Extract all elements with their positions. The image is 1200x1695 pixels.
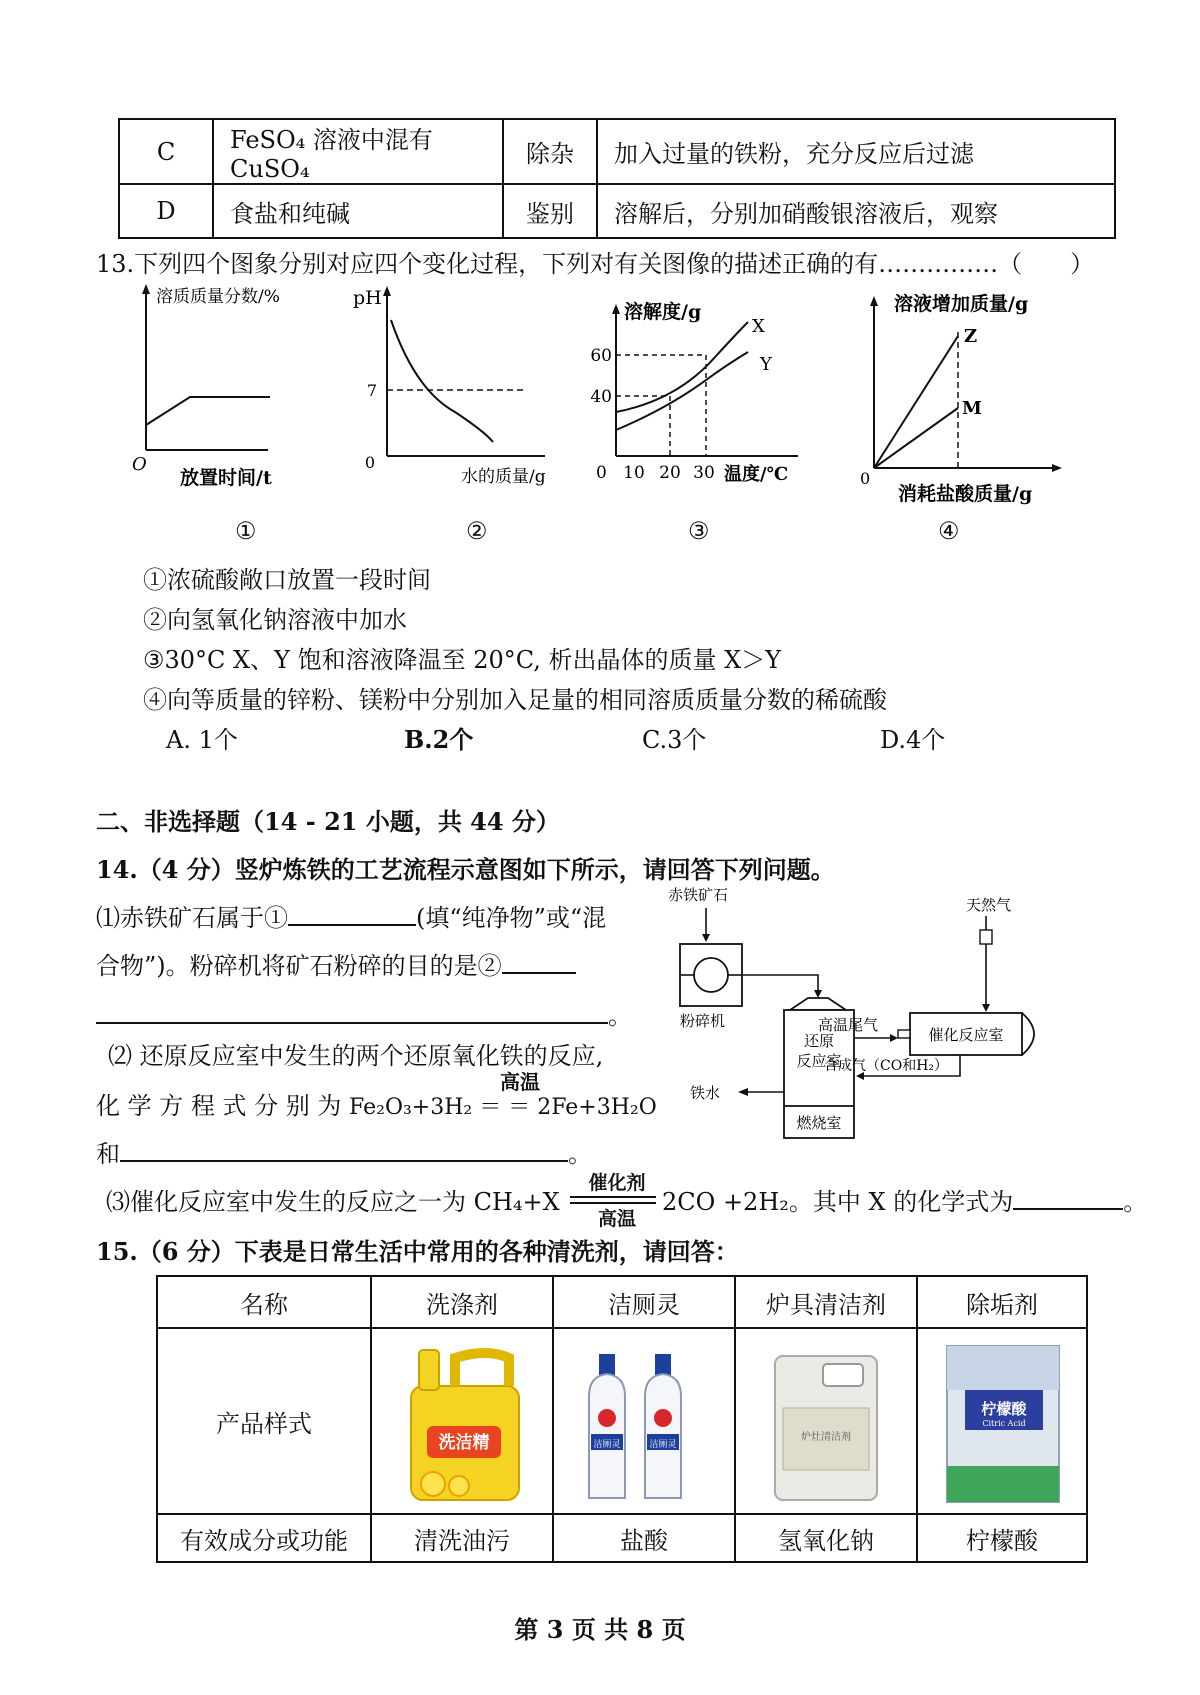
eq-arrow-line — [570, 1196, 656, 1198]
table-row — [119, 184, 1115, 238]
row-method: 加入过量的铁粉，充分反应后过滤 — [597, 119, 1115, 184]
table-row — [157, 1514, 1087, 1562]
iron-label: 铁水 — [690, 1084, 721, 1102]
q14-text: 和 — [96, 1140, 120, 1168]
q13-option: D.4个 — [880, 726, 946, 754]
ore-label: 赤铁矿石 — [668, 886, 729, 904]
crusher-label: 粉碎机 — [680, 1012, 726, 1030]
q14-part1-line3 — [96, 996, 632, 1031]
q14-equation: Fe₂O₃+3H₂ ＝ ＝ 2Fe+3H₂O — [349, 1095, 657, 1120]
q13-stem: 13.下列四个图象分别对应四个变化过程，下列对有关图像的描述正确的有……………（ ） — [96, 250, 1095, 278]
q14-part3-b — [662, 1182, 1147, 1217]
graph-1-origin: O — [132, 454, 147, 475]
header-cell: 炉具清洁剂 — [735, 1276, 917, 1328]
graph-3-xlabel: 温度/℃ — [724, 464, 789, 485]
q14-text: 合物”)。粉碎机将矿石粉碎的目的是② — [96, 952, 502, 980]
q14-text: (填“纯净物”或“混 — [416, 904, 607, 932]
graph-3-number: ③ — [688, 517, 710, 545]
cell-value: 柠檬酸 — [917, 1514, 1087, 1562]
graph-4-label-z: Z — [964, 326, 978, 347]
table-row — [157, 1328, 1087, 1514]
flow-diagram — [660, 880, 1130, 1150]
toilet-cleaner-image — [579, 1336, 709, 1506]
graph-2-number: ② — [466, 517, 488, 545]
reduction-label: 还原 — [803, 1032, 835, 1050]
syngas-label: 合成气（CO和H₂） — [824, 1058, 949, 1074]
q14-part2-line2 — [96, 1086, 657, 1121]
q14-text: 化 学 方 程 式 分 别 为 — [96, 1092, 342, 1120]
q13-option: B.2个 — [404, 725, 474, 754]
row-label: 有效成分或功能 — [157, 1514, 371, 1562]
q13-option: C.3个 — [642, 726, 707, 754]
graph-4-xlabel: 消耗盐酸质量/g — [898, 483, 1033, 505]
product-cell — [735, 1328, 917, 1514]
graph-1-xlabel: 放置时间/t — [180, 467, 272, 489]
row-label: 产品样式 — [157, 1328, 371, 1514]
graph-4 — [856, 288, 1076, 508]
q14-text: ⑶催化反应室中发生的反应之一为 CH₄+X — [106, 1188, 560, 1216]
graph-2 — [345, 282, 565, 502]
graph-3-ylabel: 溶解度/g — [624, 301, 702, 323]
answer-blank-3[interactable] — [120, 1160, 568, 1162]
graph-1-ylabel: 溶质质量分数/% — [156, 287, 280, 307]
catalytic-label: 催化反应室 — [928, 1026, 1004, 1044]
q14-cond-top: 催化剂 — [588, 1172, 646, 1194]
header-cell: 除垢剂 — [917, 1276, 1087, 1328]
graph-2-tick: 7 — [366, 381, 377, 400]
answer-blank-1[interactable] — [288, 924, 416, 926]
graph-3-tick: 10 — [623, 463, 645, 483]
row-purpose: 除杂 — [503, 119, 597, 184]
q14-cond-bottom: 高温 — [597, 1208, 636, 1230]
cell-value: 盐酸 — [553, 1514, 735, 1562]
graph-1-number: ① — [235, 517, 257, 545]
answer-blank-2-cont[interactable] — [96, 1022, 608, 1024]
graph-3-tick: 0 — [596, 463, 607, 483]
graph-1 — [118, 282, 288, 502]
graph-3-curve-y: Y — [760, 354, 772, 375]
q14-part3 — [106, 1182, 560, 1217]
graph-4-label-m: M — [962, 398, 982, 419]
q14-text: 。 — [1123, 1188, 1148, 1216]
exhaust-label: 高温尾气 — [818, 1016, 879, 1034]
reduction-label: 反应室 — [796, 1052, 842, 1070]
toilet-logo-text: 洁厕灵 — [593, 1440, 621, 1450]
table-row — [119, 119, 1115, 184]
page-footer: 第 3 页 共 8 页 — [514, 1615, 686, 1644]
product-cell — [553, 1328, 735, 1514]
header-cell: 名称 — [157, 1276, 371, 1328]
table-row — [157, 1276, 1087, 1328]
q15-stem — [96, 1232, 739, 1267]
answer-blank-4[interactable] — [1013, 1208, 1123, 1210]
row-letter: C — [119, 119, 213, 184]
cell-value: 清洗油污 — [371, 1514, 553, 1562]
q13-option: A. 1个 — [166, 726, 238, 754]
q14-part1-line2 — [96, 946, 576, 981]
q14-stem-text: 14.（4 分）竖炉炼铁的工艺流程示意图如下所示，请回答下列问题。 — [96, 855, 835, 884]
graph-3 — [588, 300, 808, 500]
graph-3-tick: 30 — [693, 463, 715, 483]
q14-text: 。 — [608, 1002, 632, 1030]
graph-3-tick: 20 — [659, 463, 681, 483]
graph-3-curve-x: X — [752, 316, 765, 337]
detergent-logo-text: 洗洁精 — [438, 1433, 490, 1453]
q13-statement: ③30°C X、Y 饱和溶液降温至 20°C, 析出晶体的质量 X＞Y — [143, 646, 782, 674]
combustion-label: 燃烧室 — [796, 1114, 842, 1132]
product-cell — [371, 1328, 553, 1514]
q14-part1-line1 — [96, 898, 606, 933]
q14-text: 。 — [568, 1140, 592, 1168]
row-subject: 食盐和纯碱 — [213, 184, 503, 238]
q14-part2-line3 — [96, 1134, 592, 1169]
detergent-bottle-image — [397, 1336, 527, 1506]
graph-2-xlabel: 水的质量/g — [461, 467, 546, 487]
row-subject: FeSO₄ 溶液中混有 CuSO₄ — [213, 119, 503, 184]
row-letter: D — [119, 184, 213, 238]
q14-eq-condition: 高温 — [500, 1070, 540, 1094]
q14-text: 2CO +2H₂。其中 X 的化学式为 — [662, 1188, 1014, 1216]
row-purpose: 鉴别 — [503, 184, 597, 238]
descaler-bag-image — [937, 1336, 1067, 1506]
q13-statement: ④向等质量的锌粉、镁粉中分别加入足量的相同溶质质量分数的稀硫酸 — [143, 686, 887, 714]
graph-3-tick: 60 — [590, 346, 612, 366]
q14-text: ⑵ 还原反应室中发生的两个还原氧化铁的反应, — [108, 1042, 604, 1070]
descaler-logo-text: 柠檬酸 — [981, 1400, 1027, 1418]
toilet-logo-text: 洁厕灵 — [649, 1440, 677, 1450]
q14-text: ⑴赤铁矿石属于① — [96, 904, 288, 932]
stove-cleaner-image — [761, 1336, 891, 1506]
gas-label: 天然气 — [966, 896, 1012, 914]
graph-2-origin: 0 — [364, 453, 375, 472]
row-method: 溶解后，分别加硝酸银溶液后，观察 — [597, 184, 1115, 238]
cell-value: 氢氧化钠 — [735, 1514, 917, 1562]
graph-2-ylabel: pH — [353, 287, 382, 309]
graph-4-number: ④ — [938, 517, 960, 545]
answer-blank-2[interactable] — [502, 972, 576, 974]
cleaner-table — [156, 1275, 1088, 1563]
graph-4-ylabel: 溶液增加质量/g — [894, 293, 1029, 315]
descaler-logo-en: Citric Acid — [982, 1419, 1026, 1428]
q13-statement: ②向氢氧化钠溶液中加水 — [143, 606, 407, 634]
section-title: 二、非选择题（14 - 21 小题，共 44 分） — [96, 807, 560, 836]
q13-statement: ①浓硫酸敞口放置一段时间 — [143, 566, 431, 594]
graph-3-tick: 40 — [590, 387, 612, 407]
product-cell — [917, 1328, 1087, 1514]
top-table — [118, 118, 1116, 239]
header-cell: 洗涤剂 — [371, 1276, 553, 1328]
stove-logo-text: 炉灶清洁剂 — [801, 1432, 851, 1443]
q15-stem-text: 15.（6 分）下表是日常生活中常用的各种清洗剂，请回答： — [96, 1237, 739, 1266]
graph-4-origin: 0 — [860, 469, 871, 488]
header-cell: 洁厕灵 — [553, 1276, 735, 1328]
